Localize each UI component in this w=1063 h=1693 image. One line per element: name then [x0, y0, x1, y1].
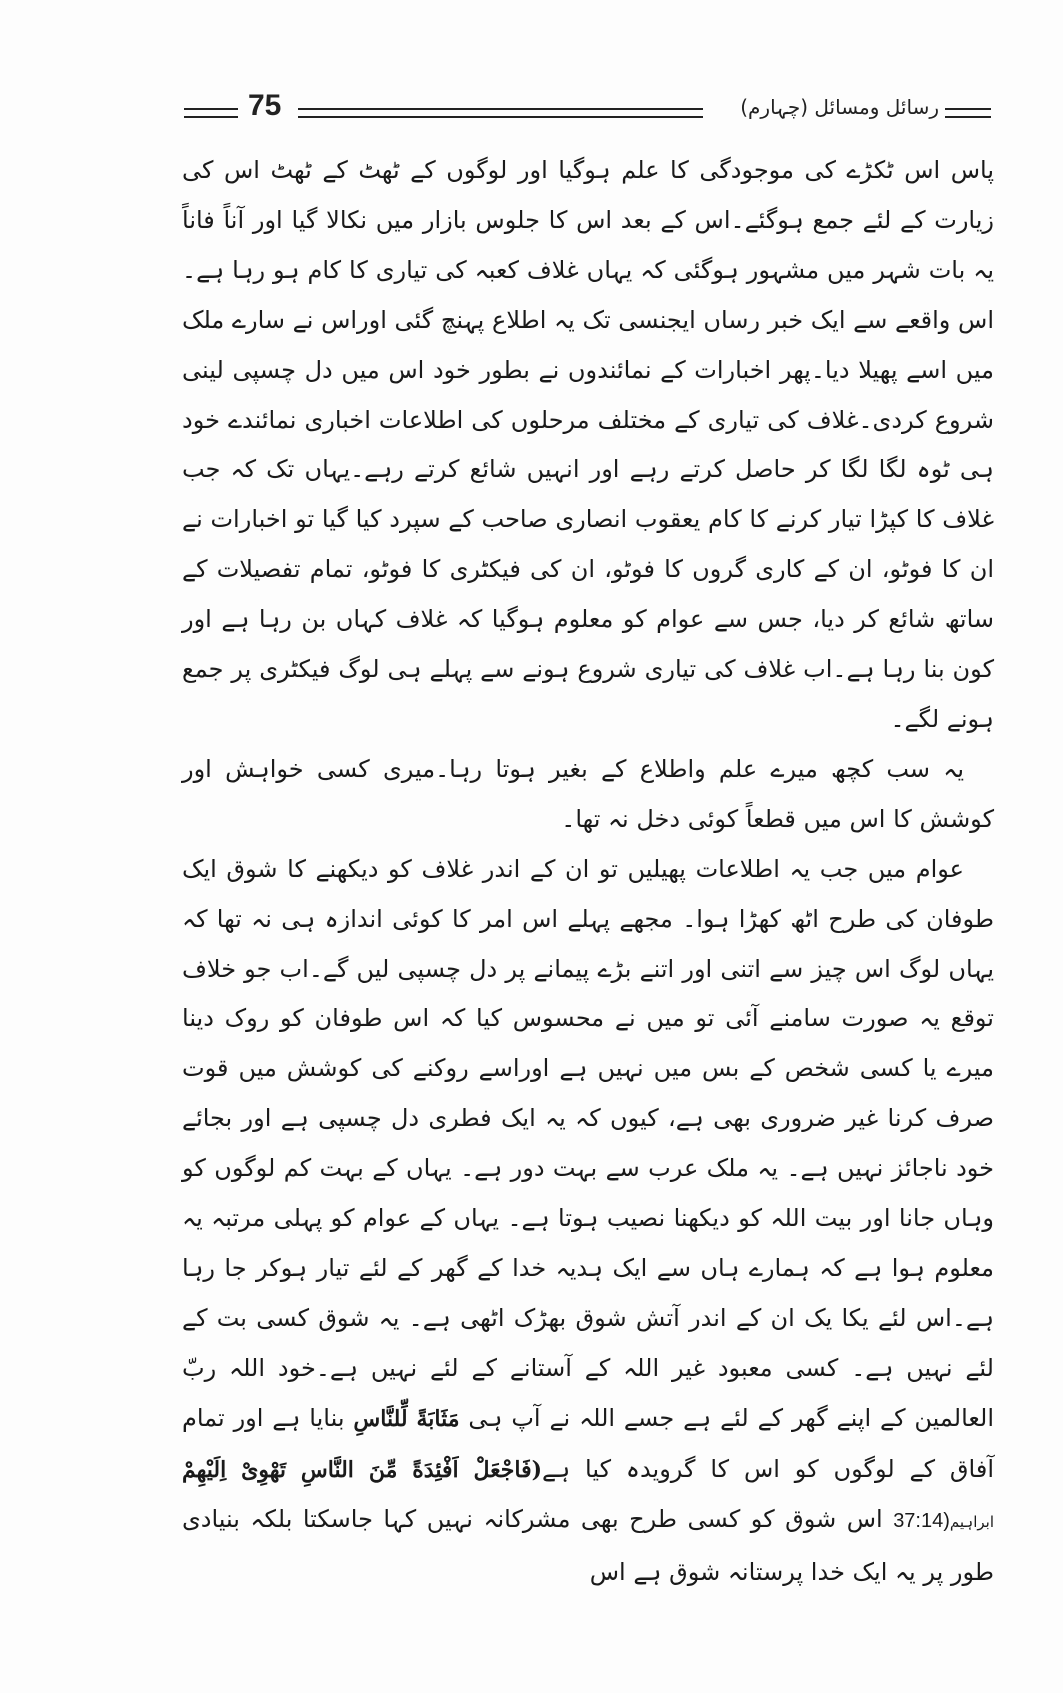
paragraph-3-text: عوام میں جب یہ اطلاعات پھیلیں تو ان کے اندر غلاف کو دیکھنے کا شوق ایک طوفان کی طرح اٹھ کھڑا ہوا۔ مجھے پہلے اس امر کا کوئی اندازہ ہی نہ تھا کہ یہاں لوگ اس چیز سے اتنی اور اتنے بڑے پیمانے پر دل چسپی لیں گے۔اب جو خلاف توقع یہ صورت سامنے آئی تو میں نے محسوس کیا کہ اس طوفان کو روک دینا میرے یا کسی شخص کے بس میں نہیں ہے اوراسے روکنے کی کوشش میں قوت صرف کرنا غیر ضروری بھی ہے، کیوں کہ یہ ایک فطری دل چسپی ہے اور بجائے خود ناجائز نہیں ہے۔ یہ ملک عرب سے بہت دور ہے۔ یہاں کے بہت کم لوگوں کو وہاں جانا اور بیت اللہ کو دیکھنا نصیب ہوتا ہے۔ یہاں کے عوام کو پہلی مرتبہ یہ معلوم ہوا ہے کہ ہمارے ہاں سے ایک ہدیہ خدا کے گھر کے لئے تیار ہوکر جا رہا ہے۔اس لئے یکا یک ان کے اندر آتش شوق بھڑک اٹھی ہے۔ یہ شوق کسی بت کے لئے نہیں ہے۔ کسی معبود غیر اللہ کے آستانے کے لئے نہیں ہے۔خود اللہ ربّ العالمین کے اپنے گھر کے لئے ہے جسے اللہ نے آپ ہی	[182, 854, 994, 1432]
paragraph-3-continuation: بنایا ہے اور تمام آفاق کے لوگوں کو اس کا گرویدہ کیا ہے	[182, 1403, 994, 1483]
page-body	[182, 146, 994, 1598]
page-header	[180, 88, 995, 128]
quran-reference-number: 37:14)	[893, 1510, 950, 1533]
paragraph-3	[182, 845, 994, 1599]
quran-phrase-2: (فَاجْعَلْ اَفْئِدَةً مِّنَ النَّاسِ تَهْوِیْ اِلَیْهِمْ	[182, 1456, 543, 1483]
page-number: 75	[248, 89, 282, 122]
final-line: اس شوق کو کسی طرح بھی مشرکانہ نہیں کہا جاسکتا بلکہ بنیادی طور پر یہ ایک خدا پرستانہ شوق ہے اس	[182, 1505, 994, 1587]
quran-phrase-1: مَثَابَةً لِّلنَّاسِ	[353, 1405, 460, 1432]
header-rule-right	[945, 108, 991, 118]
paragraph-1: پاس اس ٹکڑے کی موجودگی کا علم ہوگیا اور لوگوں کے ٹھٹ کے ٹھٹ اس کی زیارت کے لئے جمع ہوگئے۔اس کے بعد اس کا جلوس بازار میں نکالا گیا اور آناً فاناً یہ بات شہر میں مشہور ہوگئی کہ یہاں غلاف کعبہ کی تیاری کا کام ہو رہا ہے۔اس واقعے سے ایک خبر رساں ایجنسی تک یہ اطلاع پہنچ گئی اوراس نے سارے ملک میں اسے پھیلا دیا۔پھر اخبارات کے نمائندوں نے بطور خود اس میں دل چسپی لینی شروع کردی۔غلاف کی تیاری کے مختلف مرحلوں کی اطلاعات اخباری نمائندے خود ہی ٹوہ لگا لگا کر حاصل کرتے رہے اور انہیں شائع کرتے رہے۔یہاں تک کہ جب غلاف کا کپڑا تیار کرنے کا کام یعقوب انصاری صاحب کے سپرد کیا گیا تو اخبارات نے ان کا فوٹو، ان کے کاری گروں کا فوٹو، ان کی فیکٹری کا فوٹو، تمام تفصیلات کے ساتھ شائع کر دیا، جس سے عوام کو معلوم ہوگیا کہ غلاف کہاں بن رہا ہے اور کون بنا رہا ہے۔اب غلاف کی تیاری شروع ہونے سے پہلے ہی لوگ فیکٹری پر جمع ہونے لگے۔	[182, 156, 995, 733]
header-rule-left	[184, 108, 238, 118]
quran-reference-label: ابراہیم	[949, 1513, 994, 1532]
running-title: رسائل ومسائل (چہارم)	[740, 95, 939, 119]
header-rule-middle	[298, 108, 703, 118]
paragraph-2: یہ سب کچھ میرے علم واطلاع کے بغیر ہوتا رہا۔میری کسی خواہش اور کوشش کا اس میں قطعاً کوئی دخل نہ تھا۔	[182, 754, 994, 833]
